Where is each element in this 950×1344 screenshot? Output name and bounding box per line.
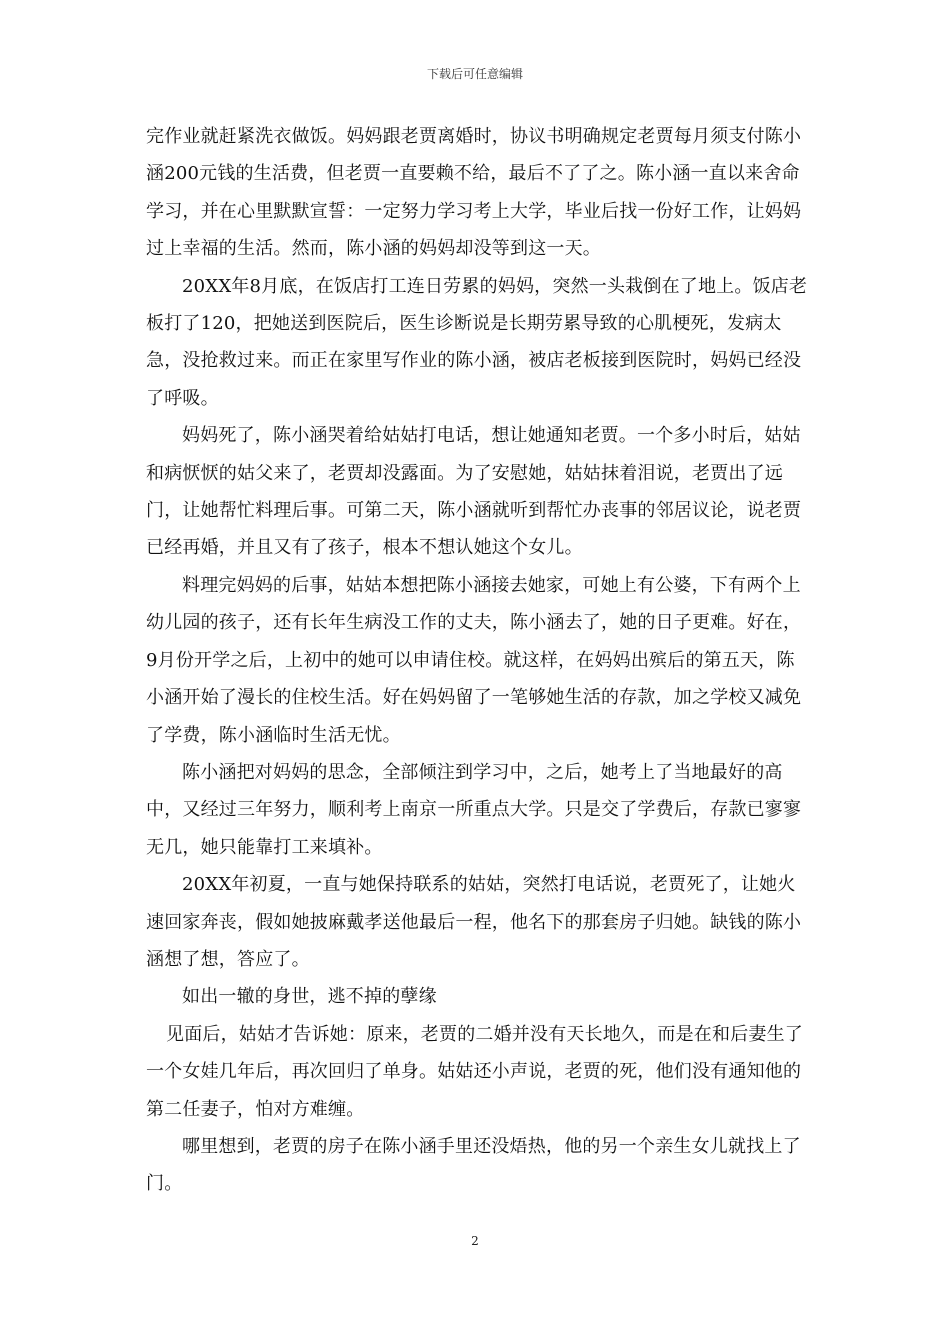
paragraph-3: 妈妈死了，陈小涵哭着给姑姑打电话，想让她通知老贾。一个多小时后，姑姑和病恹恹的姑父来了，老贾却没露面。为了安慰她，姑姑抹着泪说，老贾出了远门，让她帮忙料理后事。可第二天，陈小涵就听到帮忙办丧事的邻居议论，说老贾已经再婚，并且又有了孩子，根本不想认她这个女儿。 (146, 425, 802, 559)
page-number: 2 (471, 1234, 479, 1248)
paragraph-1: 完作业就赶紧洗衣做饭。妈妈跟老贾离婚时，协议书明确规定老贾每月须支付陈小涵200元钱的生活费，但老贾一直要赖不给，最后不了了之。陈小涵一直以来舍命学习，并在心里默默宣誓：一定努力学习考上大学，毕业后找一份好工作，让妈妈过上幸福的生活。然而，陈小涵的妈妈却没等到这一天。 (146, 126, 802, 260)
paragraph-2: 20XX年8月底，在饭店打工连日劳累的妈妈，突然一头栽倒在了地上。饭店老板打了120，把她送到医院后，医生诊断说是长期劳累导致的心肌梗死，发病太急，没抢救过来。而正在家里写作业的陈小涵，被店老板接到医院时，妈妈已经没了呼吸。 (146, 275, 808, 409)
paragraph-5: 陈小涵把对妈妈的思念，全部倾注到学习中，之后，她考上了当地最好的高中，又经过三年努力，顺利考上南京一所重点大学。只是交了学费后，存款已寥寥无几，她只能靠打工来填补。 (146, 761, 802, 858)
paragraph-7: 见面后，姑姑才告诉她：原来，老贾的二婚并没有天长地久，而是在和后妻生了一个女娃几年后，再次回归了单身。姑姑还小声说，老贾的死，他们没有通知他的第二任妻子，怕对方难缠。 (146, 1023, 803, 1120)
document-body (146, 118, 808, 1203)
section-subheading: 如出一辙的身世，逃不掉的孽缘 (182, 986, 437, 1008)
paragraph-6: 20XX年初夏，一直与她保持联系的姑姑，突然打电话说，老贾死了，让她火速回家奔丧，假如她披麻戴孝送他最后一程，他名下的那套房子归她。缺钱的陈小涵想了想，答应了。 (146, 874, 802, 970)
page-header: 下载后可任意编辑 (426, 67, 523, 81)
paragraph-8: 哪里想到，老贾的房子在陈小涵手里还没焐热，他的另一个亲生女儿就找上了门。 (146, 1135, 801, 1195)
paragraph-4: 料理完妈妈的后事，姑姑本想把陈小涵接去她家，可她上有公婆，下有两个上幼儿园的孩子，还有长年生病没工作的丈夫，陈小涵去了，她的日子更难。好在，9月份开学之后，上初中的她可以申请住校。就这样，在妈妈出殡后的第五天，陈小涵开始了漫长的住校生活。好在妈妈留了一笔够她生活的存款，加之学校又减免了学费，陈小涵临时生活无忧。 (146, 574, 802, 746)
